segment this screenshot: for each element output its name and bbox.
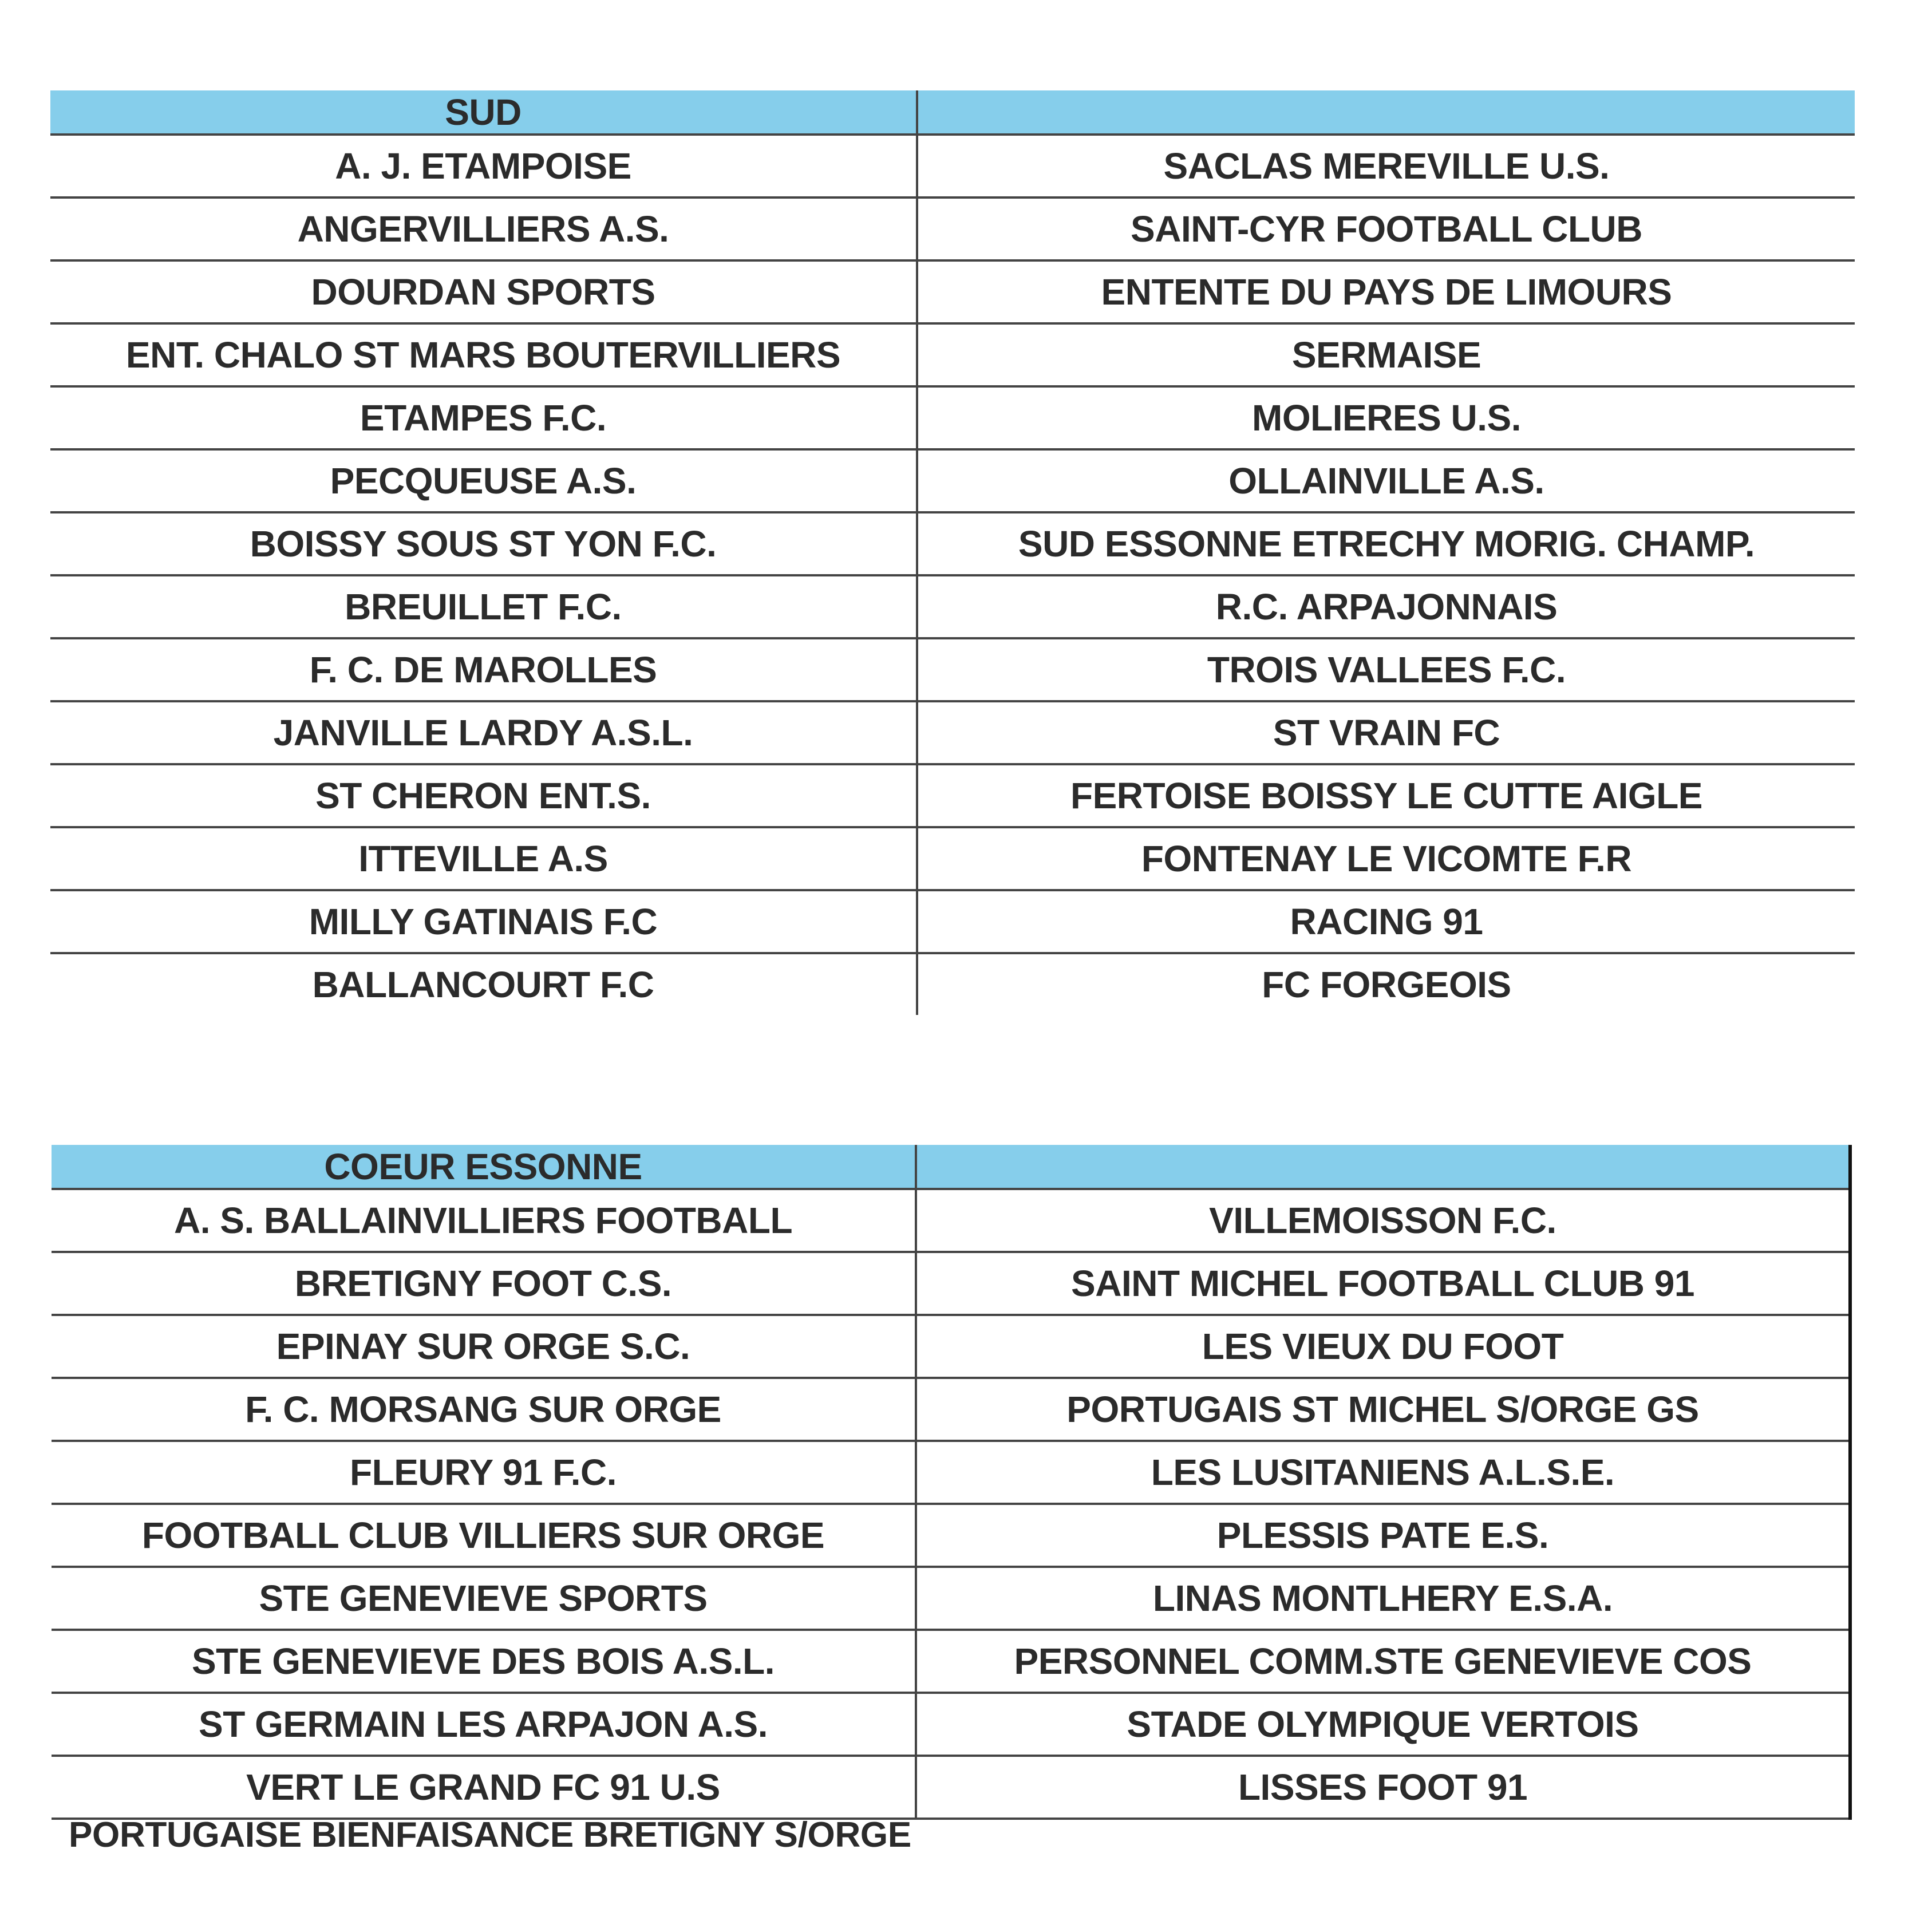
club-name-left: PECQUEUSE A.S. bbox=[50, 449, 917, 512]
club-name-left: F. C. DE MAROLLES bbox=[50, 638, 917, 701]
club-name-left: F. C. MORSANG SUR ORGE bbox=[52, 1378, 916, 1441]
group-header-empty bbox=[916, 1145, 1850, 1189]
table-row bbox=[52, 1315, 1850, 1378]
club-name-right: OLLAINVILLE A.S. bbox=[917, 449, 1855, 512]
club-name-right: LINAS MONTLHERY E.S.A. bbox=[916, 1567, 1850, 1630]
table-row bbox=[50, 135, 1855, 197]
club-name-left: ST GERMAIN LES ARPAJON A.S. bbox=[52, 1693, 916, 1756]
table-row bbox=[52, 1756, 1850, 1819]
group-rows bbox=[52, 1189, 1850, 1819]
club-name-left: STE GENEVIEVE SPORTS bbox=[52, 1567, 916, 1630]
club-name-left: ST CHERON ENT.S. bbox=[50, 764, 917, 827]
club-name-right: VILLEMOISSON F.C. bbox=[916, 1189, 1850, 1252]
table-row bbox=[52, 1693, 1850, 1756]
table-row bbox=[50, 764, 1855, 827]
table-row bbox=[50, 638, 1855, 701]
club-name-right: ST VRAIN FC bbox=[917, 701, 1855, 764]
table-row bbox=[50, 449, 1855, 512]
club-name-left: JANVILLE LARDY A.S.L. bbox=[50, 701, 917, 764]
club-name-left: BREUILLET F.C. bbox=[50, 575, 917, 638]
club-name-right: FC FORGEOIS bbox=[917, 953, 1855, 1015]
group-rows bbox=[50, 135, 1855, 1015]
club-name-right: PORTUGAIS ST MICHEL S/ORGE GS bbox=[916, 1378, 1850, 1441]
group-title: COEUR ESSONNE bbox=[52, 1145, 916, 1189]
club-name-right: SUD ESSONNE ETRECHY MORIG. CHAMP. bbox=[917, 512, 1855, 575]
club-name-right: SERMAISE bbox=[917, 323, 1855, 386]
club-name-left: DOURDAN SPORTS bbox=[50, 260, 917, 323]
club-name-left: A. S. BALLAINVILLIERS FOOTBALL bbox=[52, 1189, 916, 1252]
club-name-right: PERSONNEL COMM.STE GENEVIEVE COS bbox=[916, 1630, 1850, 1693]
table-row bbox=[50, 701, 1855, 764]
club-name-right: MOLIERES U.S. bbox=[917, 386, 1855, 449]
club-name-right: SAINT-CYR FOOTBALL CLUB bbox=[917, 197, 1855, 260]
footer-note: PORTUGAISE BIENFAISANCE BRETIGNY S/ORGE bbox=[69, 1815, 911, 1855]
table-row bbox=[52, 1378, 1850, 1441]
club-name-left: FOOTBALL CLUB VILLIERS SUR ORGE bbox=[52, 1504, 916, 1567]
club-name-left: STE GENEVIEVE DES BOIS A.S.L. bbox=[52, 1630, 916, 1693]
club-name-right: TROIS VALLEES F.C. bbox=[917, 638, 1855, 701]
group-header-row bbox=[52, 1145, 1850, 1189]
table-row bbox=[50, 323, 1855, 386]
table-row bbox=[50, 260, 1855, 323]
table-row bbox=[52, 1252, 1850, 1315]
club-name-right: R.C. ARPAJONNAIS bbox=[917, 575, 1855, 638]
club-name-left: BRETIGNY FOOT C.S. bbox=[52, 1252, 916, 1315]
club-name-left: A. J. ETAMPOISE bbox=[50, 135, 917, 197]
table-row bbox=[52, 1567, 1850, 1630]
club-name-left: MILLY GATINAIS F.C bbox=[50, 890, 917, 953]
club-name-left: ETAMPES F.C. bbox=[50, 386, 917, 449]
table-row bbox=[52, 1630, 1850, 1693]
table-row bbox=[52, 1441, 1850, 1504]
club-name-left: VERT LE GRAND FC 91 U.S bbox=[52, 1756, 916, 1819]
group-table-sud bbox=[50, 90, 1855, 1015]
club-name-left: ENT. CHALO ST MARS BOUTERVILLIERS bbox=[50, 323, 917, 386]
club-name-right: ENTENTE DU PAYS DE LIMOURS bbox=[917, 260, 1855, 323]
table-row bbox=[52, 1189, 1850, 1252]
club-name-right: RACING 91 bbox=[917, 890, 1855, 953]
club-name-right: SACLAS MEREVILLE U.S. bbox=[917, 135, 1855, 197]
table-row bbox=[50, 575, 1855, 638]
club-name-left: ANGERVILLIERS A.S. bbox=[50, 197, 917, 260]
group-header-empty bbox=[917, 90, 1855, 135]
club-name-left: ITTEVILLE A.S bbox=[50, 827, 917, 890]
table-row bbox=[50, 197, 1855, 260]
table-row bbox=[50, 386, 1855, 449]
club-name-left: FLEURY 91 F.C. bbox=[52, 1441, 916, 1504]
group-header-row bbox=[50, 90, 1855, 135]
club-name-right: FONTENAY LE VICOMTE F.R bbox=[917, 827, 1855, 890]
club-name-right: LES LUSITANIENS A.L.S.E. bbox=[916, 1441, 1850, 1504]
club-name-left: BALLANCOURT F.C bbox=[50, 953, 917, 1015]
club-name-right: LISSES FOOT 91 bbox=[916, 1756, 1850, 1819]
table-row bbox=[50, 512, 1855, 575]
table-row bbox=[52, 1504, 1850, 1567]
group-table-coeur-essonne bbox=[52, 1145, 1852, 1820]
table-row bbox=[50, 827, 1855, 890]
group-title: SUD bbox=[50, 90, 917, 135]
table-row bbox=[50, 953, 1855, 1015]
club-name-right: PLESSIS PATE E.S. bbox=[916, 1504, 1850, 1567]
table-row bbox=[50, 890, 1855, 953]
club-name-right: FERTOISE BOISSY LE CUTTE AIGLE bbox=[917, 764, 1855, 827]
club-name-right: STADE OLYMPIQUE VERTOIS bbox=[916, 1693, 1850, 1756]
club-name-right: LES VIEUX DU FOOT bbox=[916, 1315, 1850, 1378]
club-name-left: BOISSY SOUS ST YON F.C. bbox=[50, 512, 917, 575]
club-name-right: SAINT MICHEL FOOTBALL CLUB 91 bbox=[916, 1252, 1850, 1315]
club-name-left: EPINAY SUR ORGE S.C. bbox=[52, 1315, 916, 1378]
